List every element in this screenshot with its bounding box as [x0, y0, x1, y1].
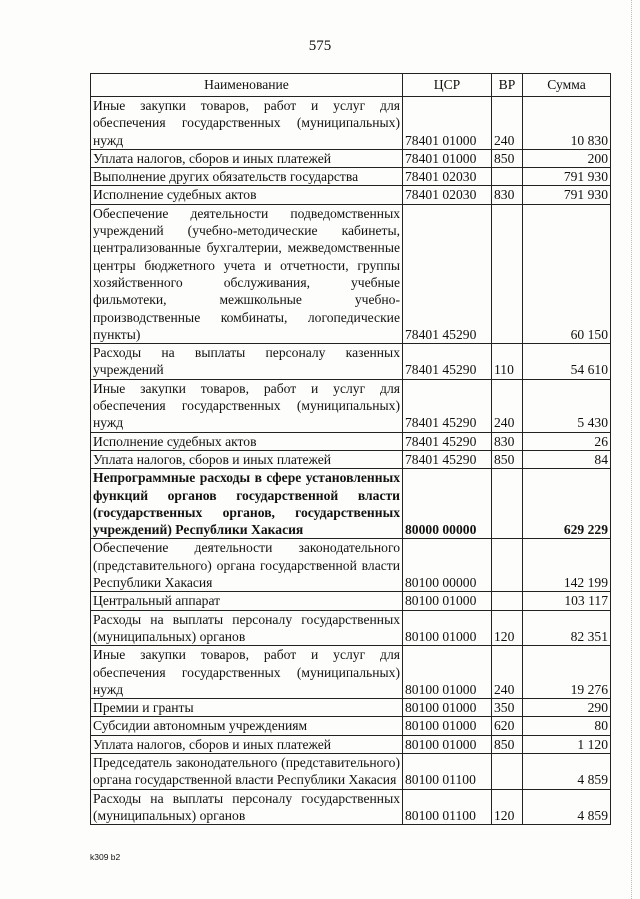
cell-csr: 78401 02030	[403, 168, 492, 186]
cell-csr: 80100 01000	[403, 592, 492, 610]
cell-csr: 78401 01000	[403, 149, 492, 167]
header-vr: ВР	[492, 74, 523, 97]
cell-sum: 791 930	[523, 168, 611, 186]
cell-csr: 80100 01100	[403, 789, 492, 825]
cell-sum: 26	[523, 432, 611, 450]
table-row	[91, 789, 611, 825]
cell-vr	[492, 168, 523, 186]
cell-vr: 830	[492, 432, 523, 450]
table-row	[91, 610, 611, 646]
cell-name: Иные закупки товаров, работ и услуг для обеспечения государственных (муниципальных) нужд	[91, 97, 403, 150]
cell-csr: 80100 01100	[403, 753, 492, 789]
table-header-row	[91, 74, 611, 97]
cell-name: Исполнение судебных актов	[91, 186, 403, 204]
cell-name: Иные закупки товаров, работ и услуг для обеспечения государственных (муниципальных) нужд	[91, 646, 403, 699]
header-name: Наименование	[91, 74, 403, 97]
cell-sum: 103 117	[523, 592, 611, 610]
table-row	[91, 539, 611, 592]
cell-name: Расходы на выплаты персоналу государственных (муниципальных) органов	[91, 789, 403, 825]
page-edge-dotted-line	[631, 0, 632, 899]
table-row	[91, 149, 611, 167]
cell-name: Непрограммные расходы в сфере установленных функций органов государственной власти (государственных органов, государственных учреждений) Республики Хакасия	[91, 469, 403, 539]
cell-csr: 78401 01000	[403, 97, 492, 150]
cell-csr: 78401 02030	[403, 186, 492, 204]
cell-vr: 350	[492, 699, 523, 717]
table-body	[91, 97, 611, 825]
table-row	[91, 717, 611, 735]
cell-name: Уплата налогов, сборов и иных платежей	[91, 735, 403, 753]
cell-sum: 1 120	[523, 735, 611, 753]
cell-vr: 240	[492, 646, 523, 699]
cell-name: Обеспечение деятельности подведомственных учреждений (учебно-методические кабинеты, централизованные бухгалтерии, межведомственные центры бюджетного учета и отчетности, группы хозяйственного обслуживания, учебные фильмотеки, межшкольные учебно-производственные комбинаты, логопедические пункты)	[91, 204, 403, 343]
cell-csr: 80100 01000	[403, 610, 492, 646]
table-row	[91, 344, 611, 380]
cell-name: Расходы на выплаты персоналу государственных (муниципальных) органов	[91, 610, 403, 646]
cell-vr	[492, 753, 523, 789]
cell-sum: 142 199	[523, 539, 611, 592]
cell-sum: 80	[523, 717, 611, 735]
cell-sum: 200	[523, 149, 611, 167]
cell-sum: 84	[523, 450, 611, 468]
cell-name: Председатель законодательного (представительного) органа государственной власти Республики Хакасия	[91, 753, 403, 789]
table-row	[91, 699, 611, 717]
cell-vr: 830	[492, 186, 523, 204]
cell-csr: 80100 01000	[403, 735, 492, 753]
cell-vr	[492, 592, 523, 610]
cell-vr: 850	[492, 735, 523, 753]
cell-name: Уплата налогов, сборов и иных платежей	[91, 149, 403, 167]
cell-name: Премии и гранты	[91, 699, 403, 717]
cell-vr: 120	[492, 610, 523, 646]
cell-vr: 110	[492, 344, 523, 380]
cell-csr: 80100 01000	[403, 646, 492, 699]
cell-name: Иные закупки товаров, работ и услуг для обеспечения государственных (муниципальных) нужд	[91, 379, 403, 432]
cell-name: Расходы на выплаты персоналу казенных учреждений	[91, 344, 403, 380]
table-row	[91, 186, 611, 204]
cell-csr: 78401 45290	[403, 432, 492, 450]
cell-sum: 10 830	[523, 97, 611, 150]
cell-sum: 791 930	[523, 186, 611, 204]
table-row	[91, 379, 611, 432]
page-number: 575	[308, 38, 332, 54]
cell-sum: 5 430	[523, 379, 611, 432]
cell-vr	[492, 204, 523, 343]
table-row	[91, 168, 611, 186]
table-row	[91, 646, 611, 699]
cell-vr: 850	[492, 149, 523, 167]
cell-sum: 19 276	[523, 646, 611, 699]
cell-sum: 4 859	[523, 753, 611, 789]
footer-code: k309 b2	[90, 852, 121, 862]
cell-name: Уплата налогов, сборов и иных платежей	[91, 450, 403, 468]
cell-name: Субсидии автономным учреждениям	[91, 717, 403, 735]
cell-sum: 4 859	[523, 789, 611, 825]
cell-csr: 80100 01000	[403, 699, 492, 717]
cell-sum: 290	[523, 699, 611, 717]
header-sum: Сумма	[523, 74, 611, 97]
cell-csr: 78401 45290	[403, 344, 492, 380]
table-row	[91, 450, 611, 468]
cell-vr	[492, 469, 523, 539]
cell-vr: 620	[492, 717, 523, 735]
header-csr: ЦСР	[403, 74, 492, 97]
cell-csr: 80100 01000	[403, 717, 492, 735]
cell-name: Центральный аппарат	[91, 592, 403, 610]
table-row	[91, 204, 611, 343]
cell-vr: 240	[492, 379, 523, 432]
table-row	[91, 592, 611, 610]
cell-sum: 54 610	[523, 344, 611, 380]
cell-vr: 240	[492, 97, 523, 150]
table-row	[91, 432, 611, 450]
cell-name: Выполнение других обязательств государства	[91, 168, 403, 186]
cell-vr: 120	[492, 789, 523, 825]
table-row	[91, 735, 611, 753]
table-row	[91, 469, 611, 539]
cell-csr: 80100 00000	[403, 539, 492, 592]
cell-vr: 850	[492, 450, 523, 468]
cell-csr: 78401 45290	[403, 450, 492, 468]
cell-sum: 82 351	[523, 610, 611, 646]
table-row	[91, 753, 611, 789]
cell-csr: 80000 00000	[403, 469, 492, 539]
budget-table	[90, 73, 611, 825]
cell-name: Обеспечение деятельности законодательного (представительного) органа государственной власти Республики Хакасия	[91, 539, 403, 592]
cell-csr: 78401 45290	[403, 379, 492, 432]
cell-sum: 60 150	[523, 204, 611, 343]
cell-csr: 78401 45290	[403, 204, 492, 343]
cell-name: Исполнение судебных актов	[91, 432, 403, 450]
cell-sum: 629 229	[523, 469, 611, 539]
table-row	[91, 97, 611, 150]
cell-vr	[492, 539, 523, 592]
